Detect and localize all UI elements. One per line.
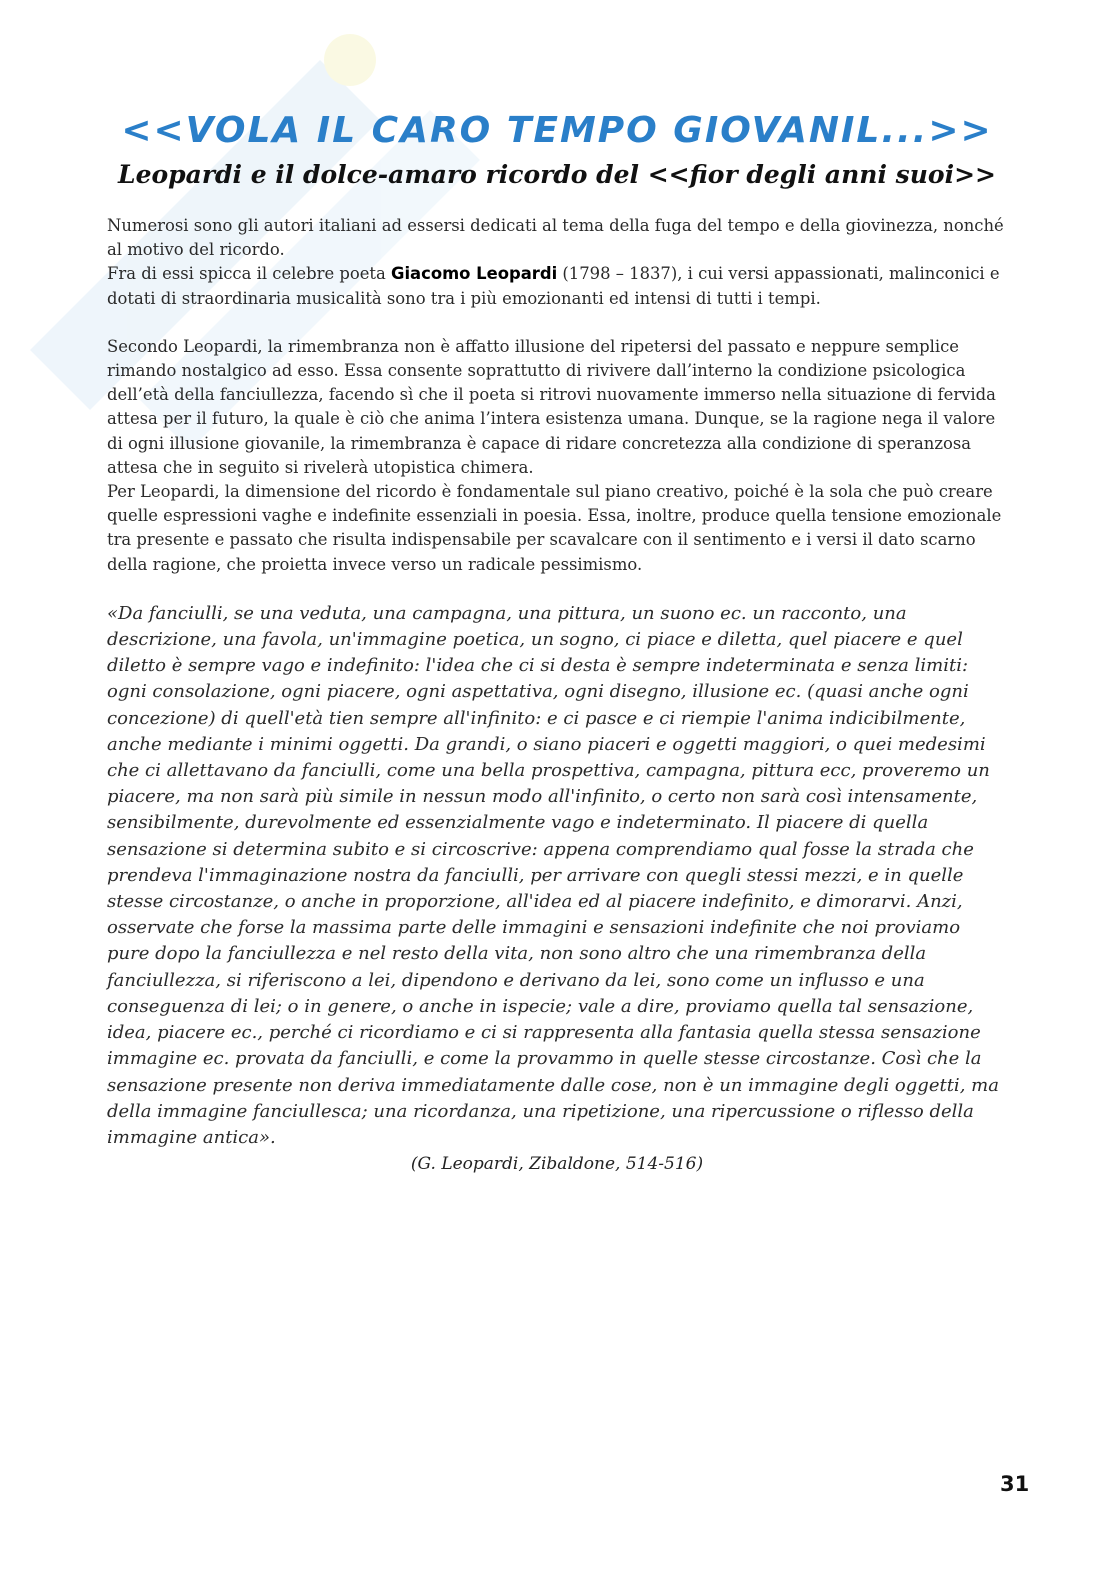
- paragraph-leopardi-end: (1798 – 1837), i cui versi appassionati, malinconici e dotati di straordinaria musicalità sono tra i più emozionanti ed intensi di tutti i tempi.: [107, 264, 1000, 308]
- paragraph-intro: Numerosi sono gli autori italiani ad essersi dedicati al tema della fuga del tempo e della giovinezza, nonché al motivo del ricordo.: [107, 216, 1004, 260]
- paragraph-gap: [107, 311, 1007, 335]
- paragraph-leopardi-start: Fra di essi spicca il celebre poeta: [107, 264, 391, 284]
- poet-name: Giacomo Leopardi: [390, 264, 558, 284]
- document-page: [107, 108, 1007, 1176]
- zibaldone-quote: «Da fanciulli, se una veduta, una campagna, una pittura, un suono ec. un racconto, una descrizione, una favola, un'immagine poetica, un sogno, ci piace e diletta, quel piacere e quel diletto è sempre vago e indefinito: l'idea che ci si desta è sempre indeterminata e senza limiti: ogni consolazione, ogni piacere, ogni aspettativa, ogni disegno, illusione ec. (quasi anche ogni concezione) di quell'età tien sempre all'infinito: e ci pasce e ci riempie l'anima indicibilmente, anche mediante i minimi oggetti. Da grandi, o siano piaceri e oggetti maggiori, o quei medesimi che ci allettavano da fanciulli, come una bella prospettiva, campagna, pittura ecc, proveremo un piacere, ma non sarà più simile in nessun modo all'infinito, o certo non sarà così intensamente, sensibilmente, durevolmente ed essenzialmente vago e indeterminato. Il piacere di quella sensazione si determina subito e si circoscrive: appena comprendiamo qual fosse la strada che prendeva l'immaginazione nostra da fanciulli, per arrivare con quegli stessi mezzi, e in quelle stesse circostanze, o anche in proporzione, all'idea ed al piacere indefinito, e dimorarvi. Anzi, osservate che forse la massima parte delle immagini e sensazioni indefinite che noi proviamo pure dopo la fanciullezza e nel resto della vita, non sono altro che una rimembranza della fanciullezza, si riferiscono a lei, dipendono e derivano da lei, sono come un influsso e una conseguenza di lei; o in genere, o anche in ispecie; vale a dire, proviamo quella tal sensazione, idea, piacere ec., perché ci ricordiamo e ci si rappresenta alla fantasia quella stessa sensazione immagine ec. provata da fanciulli, e come la provammo in quelle stesse circostanze. Così che la sensazione presente non deriva immediatamente dalle cose, non è un immagine degli oggetti, ma della immagine fanciullesca; una ricordanza, una ripetizione, una ripercussione o riflesso della immagine antica».: [107, 602, 999, 1148]
- quote-citation: (G. Leopardi, Zibaldone, 514-516): [410, 1154, 704, 1175]
- paragraph-ricordo: Per Leopardi, la dimensione del ricordo è fondamentale sul piano creativo, poiché è la sola che può creare quelle espressioni vaghe e indefinite essenziali in poesia. Essa, inoltre, produce quella tensione emozionale tra presente e passato che risulta indispensabile per scavalcare con il sentimento e i versi il dato scarno della ragione, che proietta invece verso un radicale pessimismo.: [107, 482, 1002, 574]
- page-title: <<VOLA IL CARO TEMPO GIOVANIL...>>: [121, 110, 993, 151]
- page-number: 31: [1000, 1472, 1030, 1496]
- page-subtitle: Leopardi e il dolce-amaro ricordo del <<fior degli anni suoi>>: [118, 160, 996, 189]
- paragraph-rimembranza: Secondo Leopardi, la rimembranza non è affatto illusione del ripetersi del passato e neppure semplice rimando nostalgico ad esso. Essa consente soprattutto di rivivere dall’interno la condizione psicologica dell’età della fanciullezza, facendo sì che il poeta si ritrovi nuovamente immerso nella situazione di fervida attesa per il futuro, la quale è ciò che anima l’intera esistenza umana. Dunque, se la ragione nega il valore di ogni illusione giovanile, la rimembranza è capace di ridare concretezza alla condizione di speranzosa attesa che in seguito si rivelerà utopistica chimera.: [107, 336, 996, 477]
- paragraph-leopardi: [107, 262, 1007, 310]
- body-text: [107, 214, 1007, 577]
